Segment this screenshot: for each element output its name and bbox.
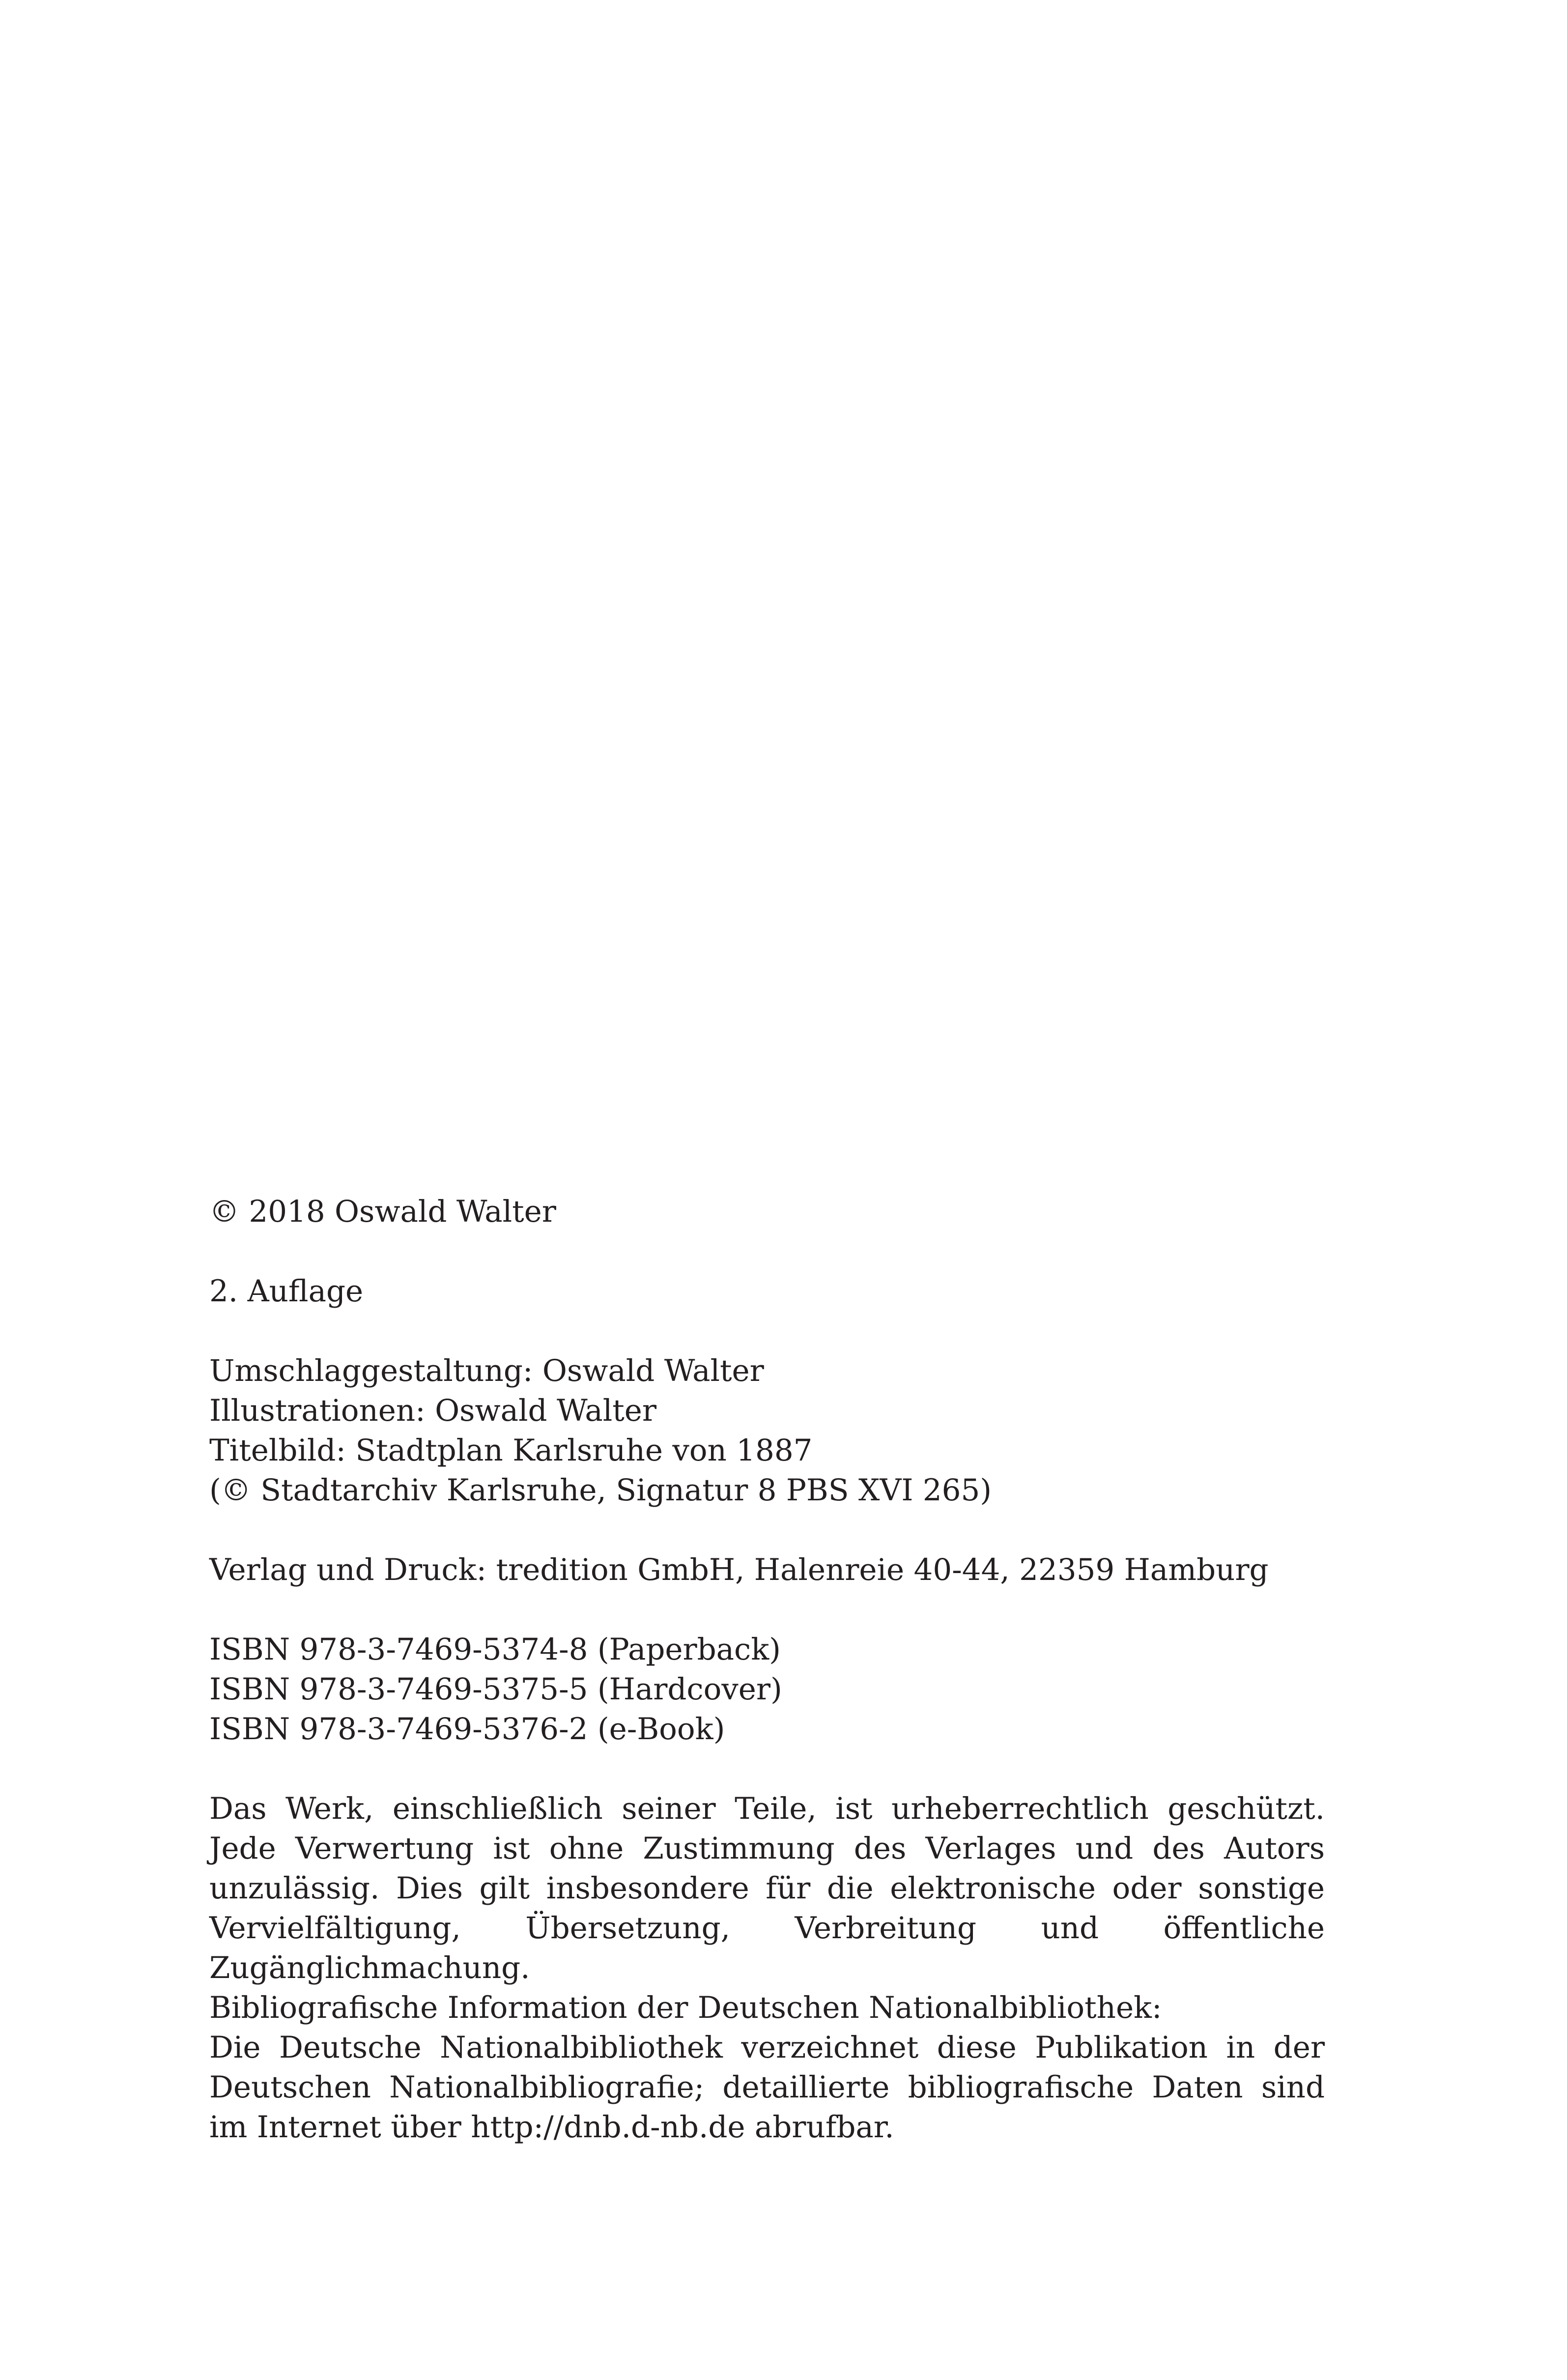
- credit-archive-source: (© Stadtarchiv Karlsruhe, Signatur 8 PBS XVI 265): [209, 1473, 992, 1508]
- copyright-block: [209, 1192, 1325, 1232]
- credit-illustrations: Illustrationen: Oswald Walter: [209, 1393, 656, 1428]
- isbn-paperback: ISBN 978-3-7469-5374-8 (Paperback): [209, 1632, 781, 1667]
- isbn-block: [209, 1630, 1325, 1749]
- isbn-ebook: ISBN 978-3-7469-5376-2 (e-Book): [209, 1712, 725, 1747]
- credits-block: [209, 1351, 1325, 1510]
- credit-cover-design: Umschlaggestaltung: Oswald Walter: [209, 1353, 764, 1388]
- bibliographic-heading: Bibliografische Information der Deutschen Nationalbibliothek:: [209, 1990, 1162, 2025]
- imprint-text: [209, 1192, 1325, 2147]
- edition-block: [209, 1271, 1325, 1311]
- rights-notice: Das Werk, einschließlich seiner Teile, ist urheberrechtlich geschützt. Jede Verwertung ist ohne Zustimmung des Verlages und des Autors unzulässig. Dies gilt insbesondere für die elektronische oder sonstige Vervielfältigung, Übersetzung, Verbreitung und öffentliche Zugänglichmachung.: [209, 1791, 1325, 1985]
- copyright-line: © 2018 Oswald Walter: [209, 1194, 556, 1229]
- isbn-hardcover: ISBN 978-3-7469-5375-5 (Hardcover): [209, 1672, 782, 1707]
- credit-cover-image: Titelbild: Stadtplan Karlsruhe von 1887: [209, 1433, 813, 1468]
- edition-line: 2. Auflage: [209, 1274, 364, 1309]
- legal-block: [209, 1789, 1325, 2147]
- publisher-line: Verlag und Druck: tredition GmbH, Halenreie 40-44, 22359 Hamburg: [209, 1552, 1269, 1587]
- publisher-block: [209, 1550, 1325, 1590]
- bibliographic-notice: Die Deutsche Nationalbibliothek verzeichnet diese Publikation in der Deutschen Nationalbibliografie; detaillierte bibliografische Daten sind im Internet über http://dnb.d-nb.de abrufbar.: [209, 2030, 1325, 2145]
